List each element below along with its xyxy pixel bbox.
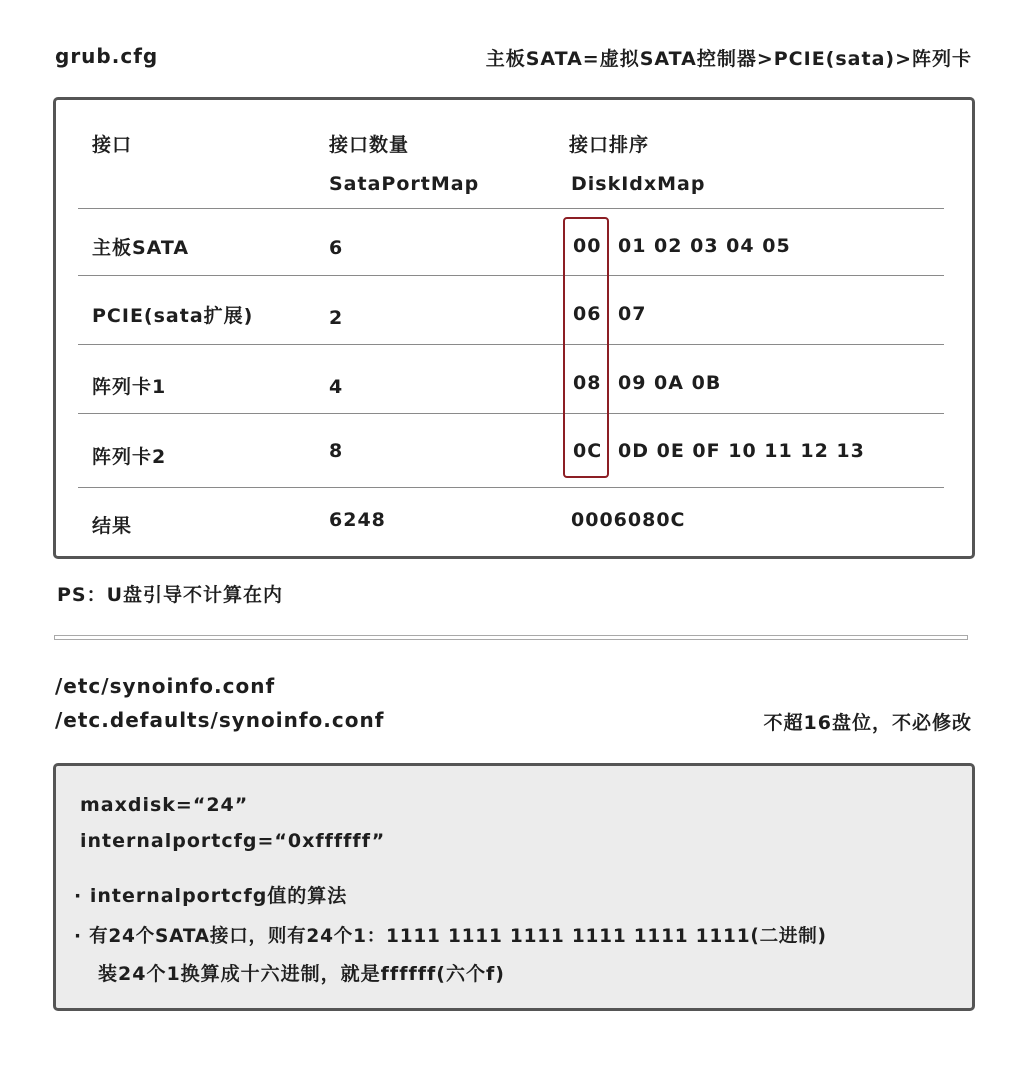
disk-map-table [53, 97, 975, 559]
row-first-index: 08 [573, 372, 602, 394]
config-path-primary: /etc/synoinfo.conf [55, 674, 276, 698]
maxdisk-line: maxdisk=“24” [80, 794, 249, 816]
row-divider [78, 208, 944, 209]
binary-explanation-bullet: · 有24个SATA接口，则有24个1：1111 1111 1111 1111 1111 1111(二进制) [74, 926, 827, 947]
row-interface-name: 主板SATA [92, 237, 190, 259]
row-port-count: 2 [329, 307, 344, 329]
row-divider [78, 413, 944, 414]
header-sataportmap: SataPortMap [329, 173, 480, 195]
row-other-indices: 01 02 03 04 05 [618, 235, 791, 257]
hex-conversion-line: 装24个1换算成十六进制，就是ffffff(六个f) [98, 963, 505, 985]
header-count: 接口数量 [329, 134, 410, 156]
row-first-index: 00 [573, 235, 602, 257]
row-other-indices: 07 [618, 303, 647, 325]
header-interface: 接口 [92, 134, 133, 156]
config-snippet-box [53, 763, 975, 1011]
config-path-defaults: /etc.defaults/synoinfo.conf [55, 708, 385, 732]
row-divider [78, 275, 944, 276]
no-change-note: 不超16盘位，不必修改 [763, 712, 972, 734]
algorithm-bullet: · internalportcfg值的算法 [74, 885, 348, 907]
config-file-title: grub.cfg [55, 44, 159, 68]
row-port-count: 8 [329, 440, 344, 462]
internalportcfg-line: internalportcfg=“0xffffff” [80, 830, 386, 852]
ps-note: PS：U盘引导不计算在内 [57, 584, 284, 606]
row-interface-name: 阵列卡1 [92, 376, 167, 398]
priority-order-note: 主板SATA=虚拟SATA控制器>PCIE(sata)>阵列卡 [485, 48, 972, 70]
row-divider [78, 344, 944, 345]
first-index-highlight [563, 217, 609, 478]
header-diskidxmap: DiskIdxMap [571, 173, 706, 195]
row-interface-name: 阵列卡2 [92, 446, 167, 468]
result-idx-map: 0006080C [571, 509, 686, 531]
row-first-index: 0C [573, 440, 603, 462]
result-port-map: 6248 [329, 509, 386, 531]
row-port-count: 6 [329, 237, 344, 259]
row-other-indices: 09 0A 0B [618, 372, 722, 394]
row-port-count: 4 [329, 376, 344, 398]
header-order: 接口排序 [569, 134, 650, 156]
row-interface-name: PCIE(sata扩展) [92, 305, 254, 327]
row-other-indices: 0D 0E 0F 10 11 12 13 [618, 440, 865, 462]
row-first-index: 06 [573, 303, 602, 325]
section-divider [54, 635, 968, 640]
row-divider [78, 487, 944, 488]
result-label: 结果 [92, 515, 133, 537]
